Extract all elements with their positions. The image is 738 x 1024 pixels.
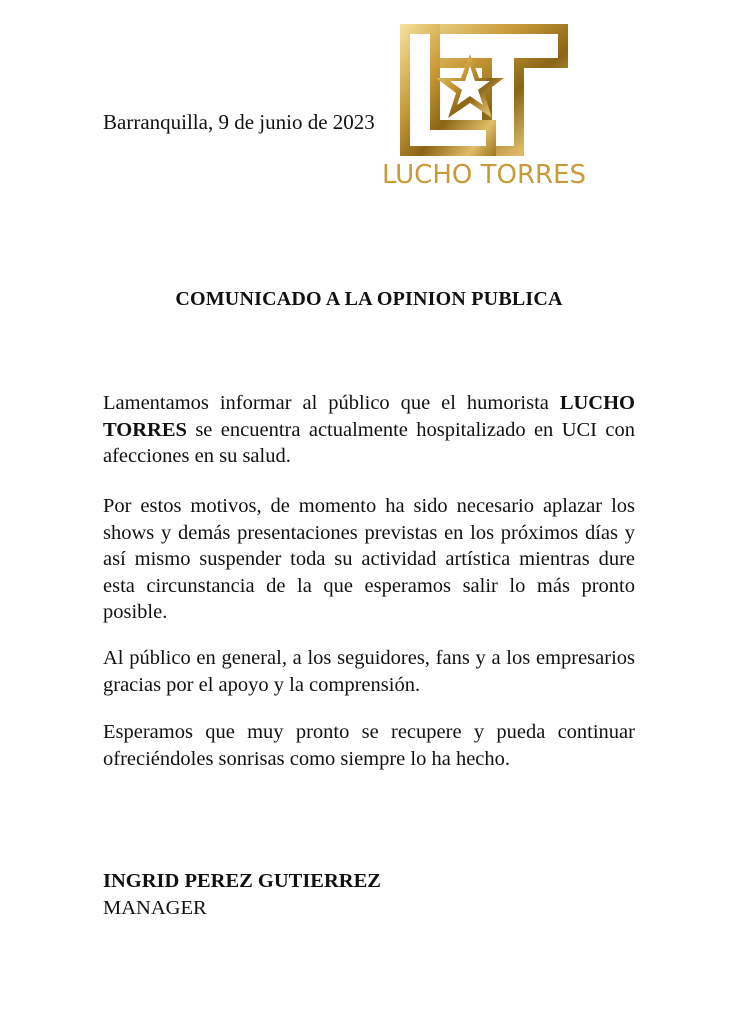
lt-monogram-star-icon: [400, 24, 568, 156]
date-line: Barranquilla, 9 de junio de 2023: [103, 110, 375, 134]
paragraph-text: se encuentra actualmente hospitalizado en UCI con afecciones en su salud.: [103, 418, 635, 467]
paragraph-text: Lamentamos informar al público que el humorista: [103, 392, 560, 414]
paragraph-thanks: Al público en general, a los seguidores, fans y a los empresarios gracias por el apoyo y la comprensión.: [103, 647, 635, 696]
document-title: COMUNICADO A LA OPINION PUBLICA: [175, 288, 563, 310]
signature-name: INGRID PEREZ GUTIERREZ: [103, 870, 381, 892]
paragraph-hospitalization: [103, 390, 635, 470]
artist-name: LUCHO TORRES: [103, 392, 635, 441]
brand-logo: [376, 18, 592, 190]
paragraph-postponement: Por estos motivos, de momento ha sido necesario aplazar los shows y demás presentaciones previstas en los próximos días y así mismo suspender toda su actividad artística mientras dure esta circunstancia de la que esperamos salir lo más pronto posible.: [103, 495, 635, 623]
paragraph-recovery-wish: Esperamos que muy pronto se recupere y pueda continuar ofreciéndoles sonrisas como siempre lo ha hecho.: [103, 721, 635, 770]
signature-role: MANAGER: [103, 897, 207, 919]
brand-name: LUCHO TORRES: [381, 160, 587, 190]
